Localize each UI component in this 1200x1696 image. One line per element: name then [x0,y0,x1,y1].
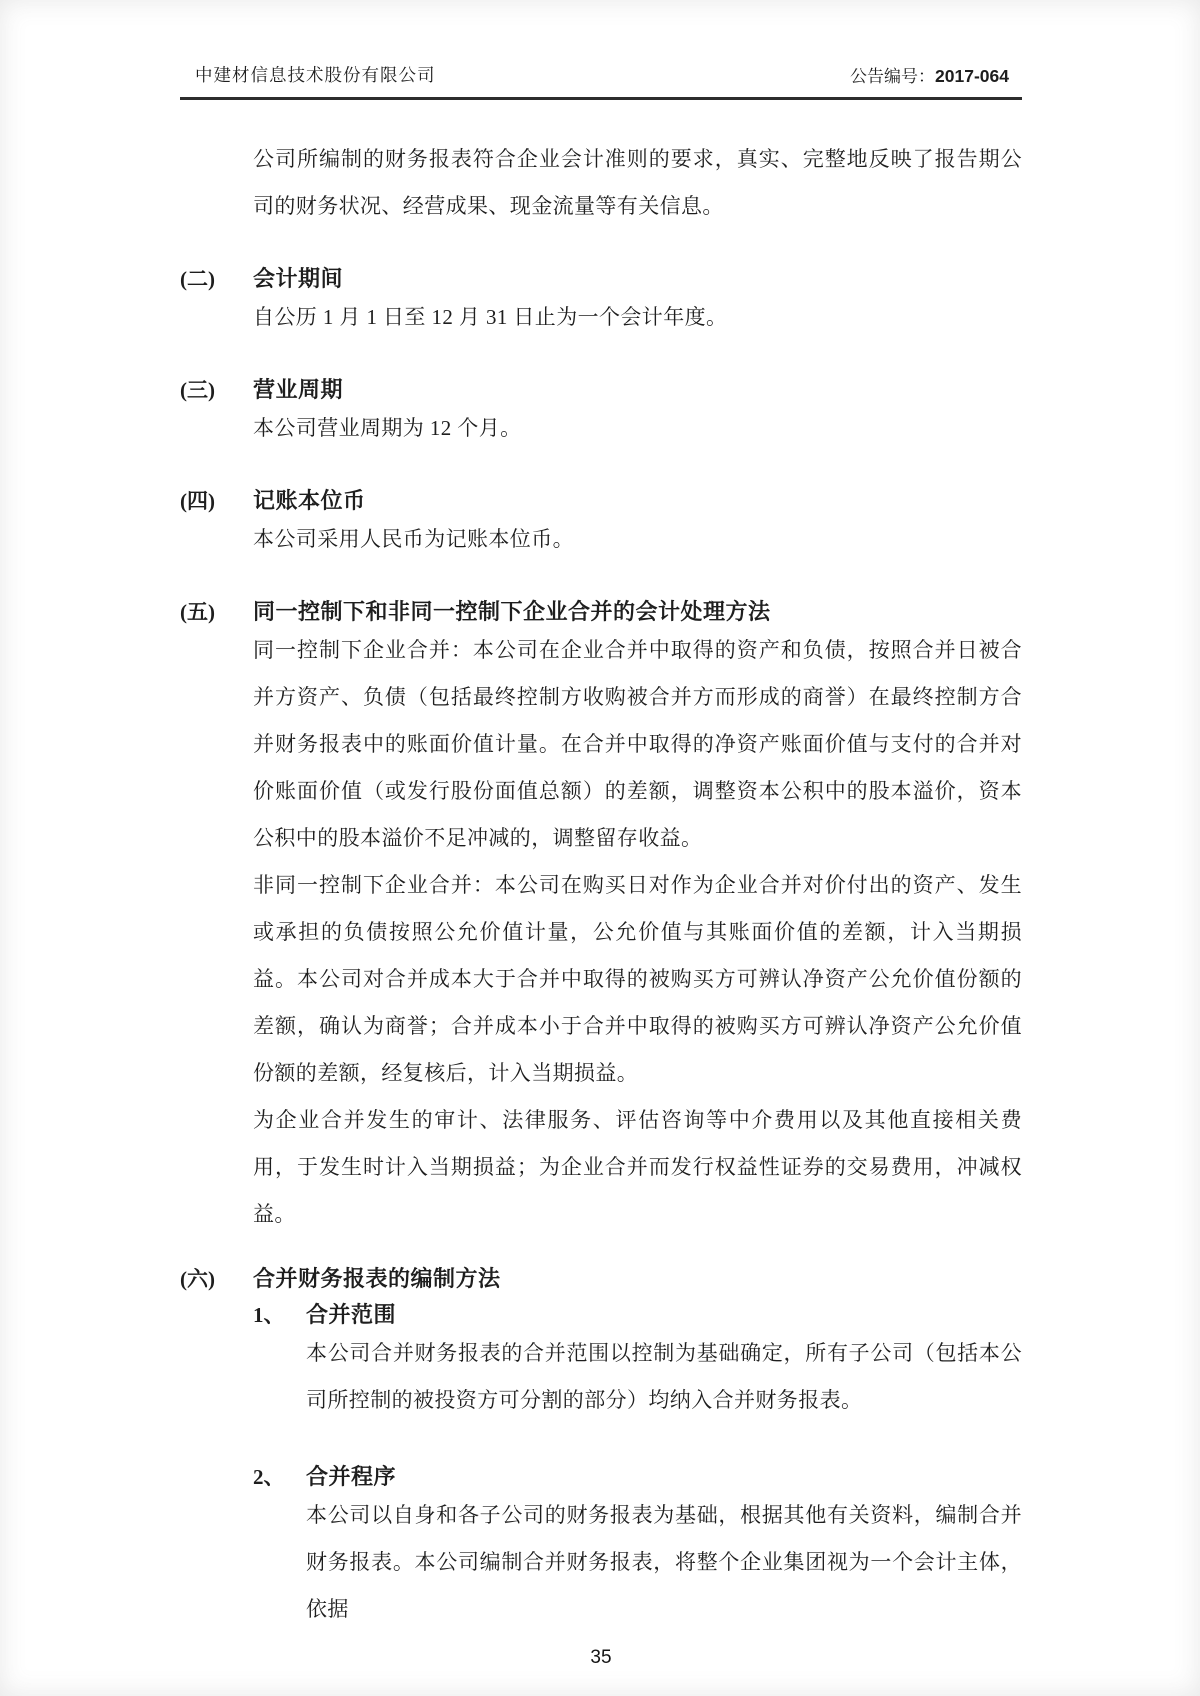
page-number: 35 [590,1647,612,1668]
announcement-number [850,62,1022,87]
section-functional-currency [180,486,1022,563]
page-content [180,136,1022,1671]
subsection-consolidation-procedure [180,1462,1022,1633]
section-heading [180,375,1022,405]
subsection-heading [253,1462,1022,1492]
section-label: (五) [180,600,215,624]
section-title: 会计期间 [253,266,344,291]
section-title: 营业周期 [253,377,344,402]
section-heading [180,597,1022,627]
section-heading [180,264,1022,294]
section-paragraph: 本公司采用人民币为记账本位币。 [253,527,574,551]
section-operating-cycle [180,375,1022,452]
section-paragraph: 本公司营业周期为 12 个月。 [253,416,522,440]
section-body [253,627,1022,1238]
intro-paragraph: 公司所编制的财务报表符合企业会计准则的要求，真实、完整地反映了报告期公司的财务状况、经营成果、现金流量等有关信息。 [253,147,1022,218]
subsection-label: 1、 [253,1303,285,1327]
section-title: 记账本位币 [253,488,366,513]
section-label: (四) [180,489,215,513]
section-label: (二) [180,267,215,291]
announcement-number-label: 公告编号： [850,67,936,86]
company-name: 中建材信息技术股份有限公司 [195,65,436,85]
section-title: 合并财务报表的编制方法 [253,1266,501,1291]
section-consolidated-statements [180,1264,1022,1633]
subsection-heading [253,1300,1022,1330]
section-heading [180,486,1022,516]
subsection-consolidation-scope [180,1300,1022,1424]
section-business-combination [180,597,1022,1238]
section-paragraph: 同一控制下企业合并：本公司在企业合并中取得的资产和负债，按照合并日被合并方资产、负债（包括最终控制方收购被合并方而形成的商誉）在最终控制方合并财务报表中的账面价值计量。在合并中取得的净资产账面价值与支付的合并对价账面价值（或发行股份面值总额）的差额，调整资本公积中的股本溢价，资本公积中的股本溢价不足冲减的，调整留存收益。 [253,638,1022,850]
subsection-title: 合并范围 [306,1302,397,1327]
section-paragraph: 非同一控制下企业合并：本公司在购买日对作为企业合并对价付出的资产、发生或承担的负债按照公允价值计量，公允价值与其账面价值的差额，计入当期损益。本公司对合并成本大于合并中取得的被购买方可辨认净资产公允价值份额的差额，确认为商誉；合并成本小于合并中取得的被购买方可辨认净资产公允价值份额的差额，经复核后，计入当期损益。 [253,873,1022,1085]
subsection-label: 2、 [253,1465,285,1489]
page-header [180,0,1022,100]
subsection-paragraph: 本公司合并财务报表的合并范围以控制为基础确定，所有子公司（包括本公司所控制的被投资方可分割的部分）均纳入合并财务报表。 [306,1341,1022,1412]
section-paragraph: 为企业合并发生的审计、法律服务、评估咨询等中介费用以及其他直接相关费用，于发生时计入当期损益；为企业合并而发行权益性证券的交易费用，冲减权益。 [253,1108,1022,1226]
section-accounting-period [180,264,1022,341]
section-paragraph: 自公历 1 月 1 日至 12 月 31 日止为一个会计年度。 [253,305,728,329]
section-label: (三) [180,378,215,402]
section-label: (六) [180,1267,215,1291]
subsection-title: 合并程序 [306,1464,397,1489]
section-heading [180,1264,1022,1294]
announcement-number-value: 2017-064 [935,66,1009,86]
section-title: 同一控制下和非同一控制下企业合并的会计处理方法 [253,599,771,624]
subsection-paragraph: 本公司以自身和各子公司的财务报表为基础，根据其他有关资料，编制合并财务报表。本公司编制合并财务报表，将整个企业集团视为一个会计主体，依据 [306,1503,1022,1621]
